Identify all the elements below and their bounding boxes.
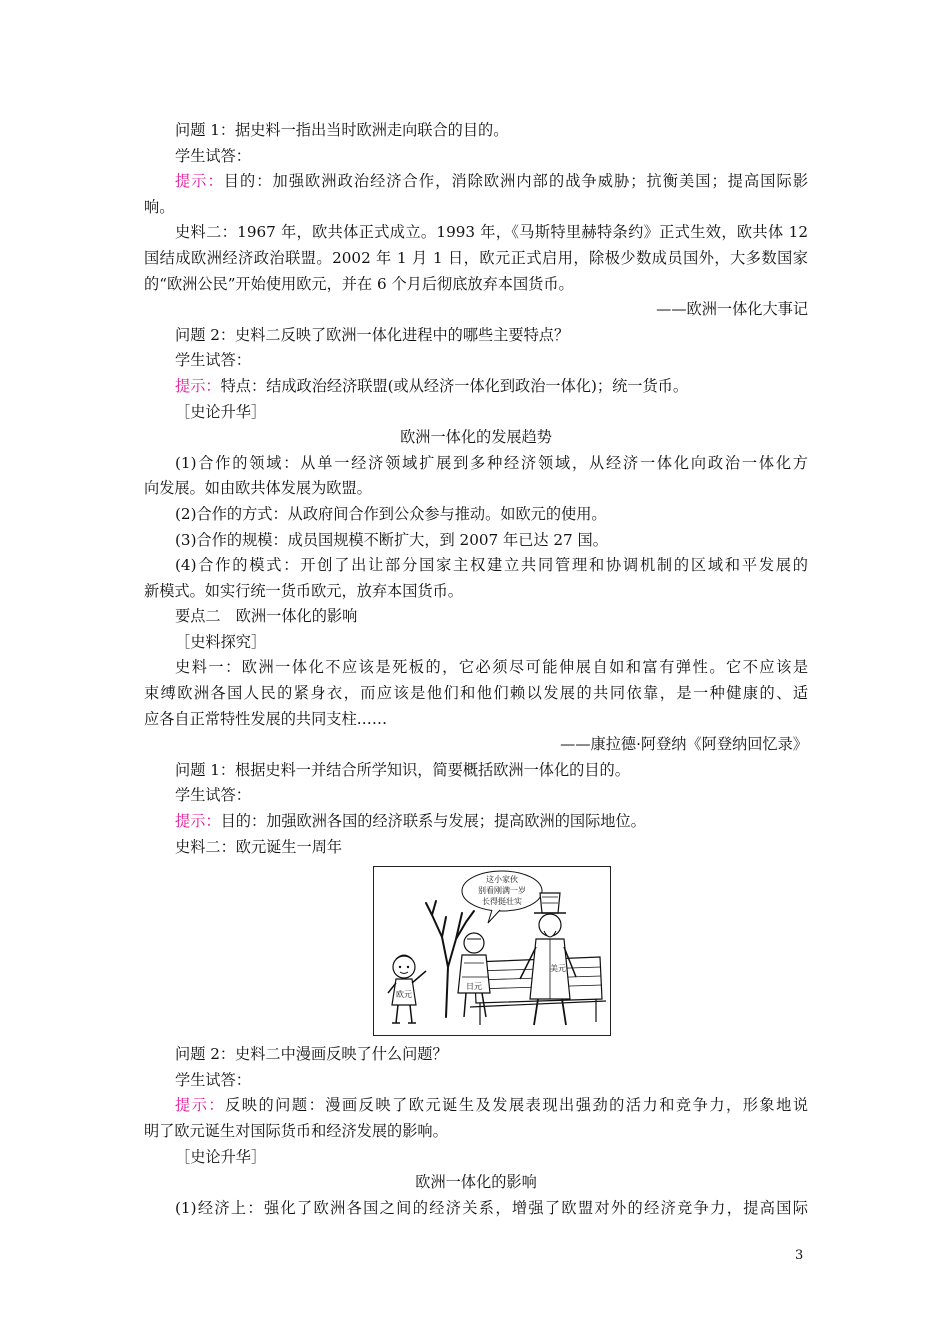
source-citation: ——欧洲一体化大事记 xyxy=(656,300,808,319)
key-point-heading: 要点二 欧洲一体化的影响 xyxy=(175,607,358,626)
hint-paragraph xyxy=(144,169,808,195)
bubble-line-2: 别看刚满一岁 xyxy=(478,886,526,896)
section-label: ［史料探究］ xyxy=(175,632,267,651)
trend-item-3: (3)合作的规模：成员国规模不断扩大，到 2007 年已达 27 国。 xyxy=(175,530,608,549)
hint-continuation: 响。 xyxy=(144,197,175,216)
cartoon-figure xyxy=(144,864,808,1038)
question-1-text: 问题 1：据史料一指出当时欧洲走向联合的目的。 xyxy=(175,121,509,139)
hint-label: 提示： xyxy=(175,1096,226,1115)
trend-item-4: (4)合作的模式：开创了出让部分国家主权建立共同管理和协调机制的区域和平发展的 xyxy=(175,556,808,575)
student-answer-label: 学生试答： xyxy=(175,1070,251,1089)
section-label: ［史论升华］ xyxy=(175,1147,267,1166)
hint-label: 提示： xyxy=(175,812,221,831)
hint-paragraph xyxy=(144,1093,808,1119)
bubble-line-1: 这小家伙 xyxy=(486,875,518,885)
question-2-text: 问题 2：史料二反映了欧洲一体化进程中的哪些主要特点？ xyxy=(175,325,570,344)
impact-item-1: (1)经济上：强化了欧洲各国之间的经济关系，增强了欧盟对外的经济竞争力，提高国际 xyxy=(175,1198,808,1217)
hint-continuation: 明了欧元诞生对国际货币和经济发展的影响。 xyxy=(144,1122,448,1140)
question-1-text: 问题 1：根据史料一并结合所学知识，简要概括欧洲一体化的目的。 xyxy=(175,760,630,779)
source-2-text: 史料二：1967 年，欧共体正式成立。1993 年，《马斯特里赫特条约》正式生效，欧共体 12 xyxy=(175,223,808,242)
page-number: 3 xyxy=(795,1248,804,1263)
hint-text: 特点：结成政治经济联盟(或从经济一体化到政治一体化)；统一货币。 xyxy=(220,376,689,395)
source-2-title: 史料二：欧元诞生一周年 xyxy=(175,837,343,856)
hint-text: 反映的问题：漫画反映了欧元诞生及发展表现出强劲的活力和竞争力，形象地说 xyxy=(225,1096,809,1115)
trend-item-2: (2)合作的方式：从政府间合作到公众参与推动。如欧元的使用。 xyxy=(175,504,607,523)
bubble-line-3: 长得挺壮实 xyxy=(482,897,522,907)
trend-item-4: 新模式。如实行统一货币欧元，放弃本国货币。 xyxy=(144,581,463,600)
source-2-text: 的“欧洲公民”开始使用欧元，并在 6 个月后彻底放弃本国货币。 xyxy=(144,274,574,293)
document-body xyxy=(144,118,808,1221)
hint-paragraph xyxy=(144,809,808,835)
euro-cartoon xyxy=(373,866,611,1036)
question-2-text: 问题 2：史料二中漫画反映了什么问题？ xyxy=(175,1045,448,1064)
hint-label: 提示： xyxy=(175,376,221,395)
label-dollar: 美元 xyxy=(550,964,566,974)
section-title: 欧洲一体化的发展趋势 xyxy=(400,428,552,447)
source-1-text: 束缚欧洲各国人民的紧身衣，而应该是他们和他们赖以发展的共同依靠，是一种健康的、适 xyxy=(144,684,808,703)
hint-text: 目的：加强欧洲政治经济合作，消除欧洲内部的战争威胁；抗衡美国；提高国际影 xyxy=(223,172,809,191)
source-2-text: 国结成欧洲经济政治联盟。2002 年 1 月 1 日，欧元正式启用，除极少数成员国外，大多数国家 xyxy=(144,248,808,267)
source-citation: ——康拉德·阿登纳《阿登纳回忆录》 xyxy=(560,735,808,754)
section-title: 欧洲一体化的影响 xyxy=(415,1173,537,1192)
hint-text: 目的：加强欧洲各国的经济联系与发展；提高欧洲的国际地位。 xyxy=(220,812,646,831)
student-answer-label: 学生试答： xyxy=(175,786,251,805)
student-answer-label: 学生试答： xyxy=(175,146,251,165)
source-1-text: 应各自正常特性发展的共同支柱…… xyxy=(144,709,387,728)
section-label: ［史论升华］ xyxy=(175,402,267,421)
hint-paragraph xyxy=(144,374,808,400)
trend-item-1: 向发展。如由欧共体发展为欧盟。 xyxy=(144,479,372,498)
trend-item-1: (1)合作的领域：从单一经济领域扩展到多种经济领域，从经济一体化向政治一体化方 xyxy=(175,453,808,472)
student-answer-label: 学生试答： xyxy=(175,351,251,370)
label-yen: 日元 xyxy=(466,982,482,992)
label-euro: 欧元 xyxy=(396,990,412,1000)
source-1-text: 史料一：欧洲一体化不应该是死板的，它必须尽可能伸展自如和富有弹性。它不应该是 xyxy=(175,658,808,677)
hint-label: 提示： xyxy=(175,172,224,191)
